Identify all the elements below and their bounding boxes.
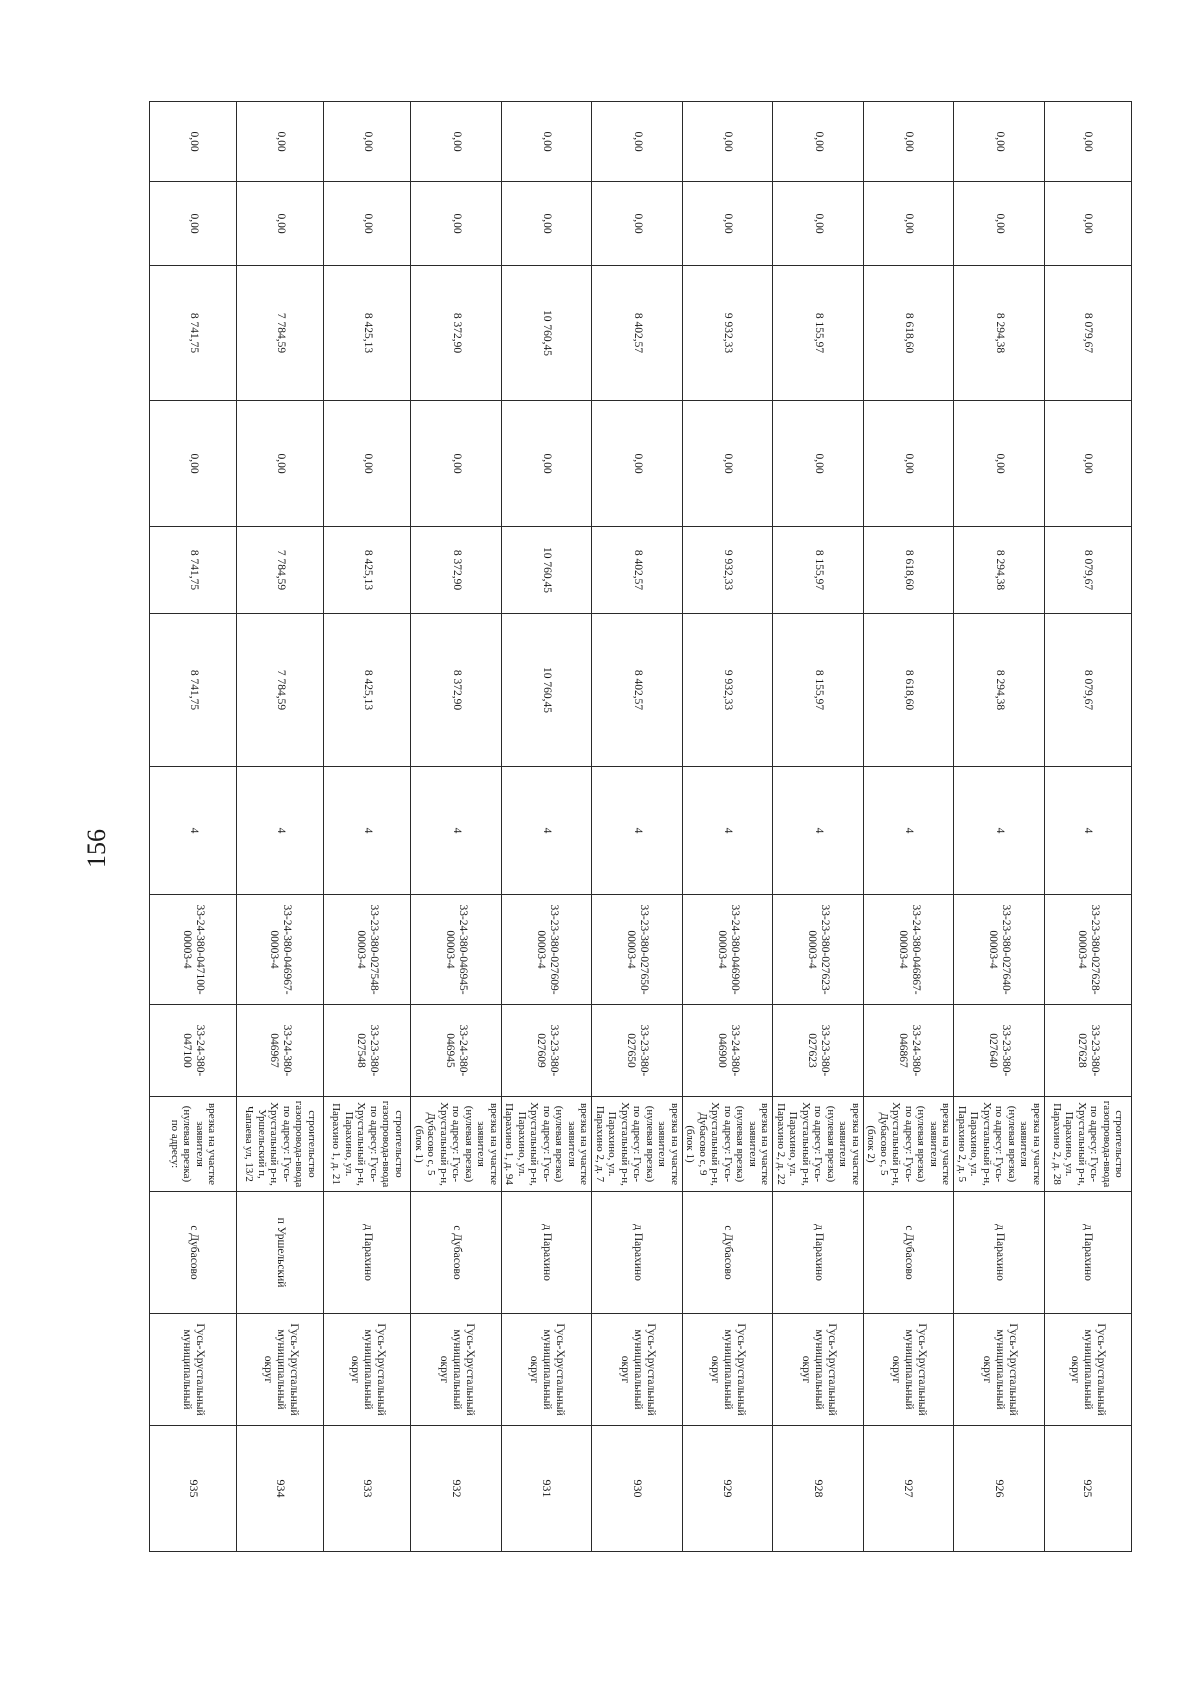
cell-value-5: 0,00	[411, 182, 502, 266]
cell-district: Гусь-Хрустальный муниципальный округ	[502, 1314, 593, 1426]
cell-value-6: 0,00	[502, 102, 593, 182]
cell-category: 4	[592, 767, 683, 895]
cell-district: Гусь-Хрустальный муниципальный округ	[324, 1314, 411, 1426]
cell-row-number: 928	[773, 1426, 864, 1552]
cell-description: врезка на участке заявителя (нулевая врезка) по адресу: Гусь-Хрустальный р-н, Парахино, ул. Парахино 2, д. 22	[773, 1097, 864, 1192]
cell-row-number: 934	[237, 1426, 324, 1552]
cell-value-3: 0,00	[1045, 401, 1132, 527]
cell-locality: д Парахино	[324, 1192, 411, 1314]
cell-value-1: 8 741,75	[150, 614, 237, 767]
cell-value-2: 8 372,90	[411, 527, 502, 614]
cell-value-2: 9 932,33	[683, 527, 774, 614]
table-row	[864, 102, 955, 1552]
cell-value-3: 0,00	[324, 401, 411, 527]
cell-contract-number: 33-23-380-027548-00003-4	[324, 895, 411, 1005]
rotated-table-container	[169, 101, 1132, 1551]
table-row	[150, 102, 237, 1552]
page-number: 156	[82, 829, 111, 868]
cell-value-6: 0,00	[411, 102, 502, 182]
cell-value-6: 0,00	[592, 102, 683, 182]
cell-value-4: 8 294,38	[954, 266, 1045, 401]
cell-value-4: 7 784,59	[237, 266, 324, 401]
cell-value-6: 0,00	[237, 102, 324, 182]
cell-category: 4	[773, 767, 864, 895]
cell-value-5: 0,00	[1045, 182, 1132, 266]
cell-value-1: 9 932,33	[683, 614, 774, 767]
cell-value-2: 8 425,13	[324, 527, 411, 614]
cell-row-number: 926	[954, 1426, 1045, 1552]
cell-category: 4	[324, 767, 411, 895]
cell-value-2: 8 402,57	[592, 527, 683, 614]
cell-district: Гусь-Хрустальный муниципальный округ	[864, 1314, 955, 1426]
cell-value-6: 0,00	[864, 102, 955, 182]
cell-description: врезка на участке заявителя (нулевая врезка) по адресу: Гусь-Хрустальный р-н, Дубасово с, 5 (блок 1)	[411, 1097, 502, 1192]
cell-value-5: 0,00	[592, 182, 683, 266]
cell-value-2: 8 155,97	[773, 527, 864, 614]
cell-value-4: 8 741,75	[150, 266, 237, 401]
cell-value-3: 0,00	[150, 401, 237, 527]
cell-value-1: 8 079,67	[1045, 614, 1132, 767]
cell-contract-number: 33-23-380-027628-00003-4	[1045, 895, 1132, 1005]
cell-district: Гусь-Хрустальный муниципальный округ	[1045, 1314, 1132, 1426]
cell-locality: д Парахино	[954, 1192, 1045, 1314]
cell-value-3: 0,00	[411, 401, 502, 527]
cell-locality: д Парахино	[773, 1192, 864, 1314]
cell-district: Гусь-Хрустальный муниципальный округ	[411, 1314, 502, 1426]
cell-value-1: 10 760,45	[502, 614, 593, 767]
cell-description: врезка на участке заявителя (нулевая врезка) по адресу: Гусь-Хрустальный р-н, Парахино, ул. Парахино 1, д. 94	[502, 1097, 593, 1192]
table-row	[1045, 102, 1132, 1552]
cell-value-4: 8 402,57	[592, 266, 683, 401]
cell-application-code: 33-23-380-027640	[954, 1005, 1045, 1097]
table-row	[324, 102, 411, 1552]
cell-locality: д Парахино	[1045, 1192, 1132, 1314]
cell-value-6: 0,00	[324, 102, 411, 182]
cell-district: Гусь-Хрустальный муниципальный	[150, 1314, 237, 1426]
cell-value-2: 8 741,75	[150, 527, 237, 614]
cell-value-2: 8 618,60	[864, 527, 955, 614]
table-row	[237, 102, 324, 1552]
cell-contract-number: 33-23-380-027650-00003-4	[592, 895, 683, 1005]
cell-locality: с Дубасово	[411, 1192, 502, 1314]
cell-application-code: 33-24-380-046945	[411, 1005, 502, 1097]
cell-contract-number: 33-23-380-027609-00003-4	[502, 895, 593, 1005]
cell-value-2: 10 760,45	[502, 527, 593, 614]
cell-locality: с Дубасово	[864, 1192, 955, 1314]
cell-description: строительство газопровода-ввода по адресу: Гусь-Хрустальный р-н, Парахино, ул. Парахино 1, д. 21	[324, 1097, 411, 1192]
cell-district: Гусь-Хрустальный муниципальный округ	[592, 1314, 683, 1426]
cell-row-number: 925	[1045, 1426, 1132, 1552]
cell-application-code: 33-24-380-046967	[237, 1005, 324, 1097]
cell-description: врезка на участке заявителя (нулевая врезка) по адресу: Гусь-Хрустальный р-н, Парахино, ул. Парахино 2, д. 5	[954, 1097, 1045, 1192]
cell-value-1: 8 402,57	[592, 614, 683, 767]
cell-contract-number: 33-24-380-046900-00003-4	[683, 895, 774, 1005]
cell-value-5: 0,00	[502, 182, 593, 266]
cell-category: 4	[1045, 767, 1132, 895]
cell-contract-number: 33-23-380-027640-00003-4	[954, 895, 1045, 1005]
cell-value-6: 0,00	[773, 102, 864, 182]
cell-contract-number: 33-24-380-047100-00003-4	[150, 895, 237, 1005]
cell-value-3: 0,00	[502, 401, 593, 527]
cell-row-number: 930	[592, 1426, 683, 1552]
cell-description: строительство газопровода-ввода по адресу: Гусь-Хрустальный р-н, Уршельский п, Чапаева ул, 13/2	[237, 1097, 324, 1192]
cell-value-2: 8 079,67	[1045, 527, 1132, 614]
cell-value-4: 9 932,33	[683, 266, 774, 401]
table-body	[150, 102, 1132, 1552]
cell-value-1: 8 618,60	[864, 614, 955, 767]
cell-description: врезка на участке заявителя (нулевая врезка) по адресу: Гусь-Хрустальный р-н, Парахино, ул. Парахино 2, д. 7	[592, 1097, 683, 1192]
cell-category: 4	[864, 767, 955, 895]
cell-value-1: 8 294,38	[954, 614, 1045, 767]
cell-category: 4	[150, 767, 237, 895]
cell-row-number: 933	[324, 1426, 411, 1552]
cell-row-number: 931	[502, 1426, 593, 1552]
cell-value-5: 0,00	[150, 182, 237, 266]
cell-application-code: 33-23-380-027609	[502, 1005, 593, 1097]
cell-district: Гусь-Хрустальный муниципальный округ	[954, 1314, 1045, 1426]
cell-category: 4	[502, 767, 593, 895]
cell-value-1: 8 425,13	[324, 614, 411, 767]
cell-value-3: 0,00	[683, 401, 774, 527]
cell-district: Гусь-Хрустальный муниципальный округ	[773, 1314, 864, 1426]
table-row	[502, 102, 593, 1552]
table-row	[773, 102, 864, 1552]
cell-contract-number: 33-24-380-046867-00003-4	[864, 895, 955, 1005]
cell-description: врезка на участке заявителя (нулевая врезка) по адресу:	[150, 1097, 237, 1192]
cell-application-code: 33-23-380-027548	[324, 1005, 411, 1097]
table-row	[954, 102, 1045, 1552]
cell-value-4: 8 079,67	[1045, 266, 1132, 401]
cell-value-3: 0,00	[773, 401, 864, 527]
cell-value-5: 0,00	[954, 182, 1045, 266]
cell-category: 4	[411, 767, 502, 895]
cell-value-2: 7 784,59	[237, 527, 324, 614]
cell-row-number: 935	[150, 1426, 237, 1552]
cell-application-code: 33-23-380-027650	[592, 1005, 683, 1097]
cell-value-5: 0,00	[773, 182, 864, 266]
cell-value-5: 0,00	[324, 182, 411, 266]
cell-application-code: 33-23-380-027623	[773, 1005, 864, 1097]
cell-category: 4	[237, 767, 324, 895]
cell-value-4: 10 760,45	[502, 266, 593, 401]
cell-locality: д Парахино	[502, 1192, 593, 1314]
cell-value-6: 0,00	[954, 102, 1045, 182]
cell-contract-number: 33-24-380-046967-00003-4	[237, 895, 324, 1005]
cell-description: врезка на участке заявителя (нулевая врезка) по адресу: Гусь-Хрустальный р-н, Дубасово с, 5 (блок 2)	[864, 1097, 955, 1192]
cell-value-3: 0,00	[864, 401, 955, 527]
cell-row-number: 927	[864, 1426, 955, 1552]
cell-value-4: 8 618,60	[864, 266, 955, 401]
cell-application-code: 33-23-380-027628	[1045, 1005, 1132, 1097]
cell-district: Гусь-Хрустальный муниципальный округ	[683, 1314, 774, 1426]
cell-application-code: 33-24-380-047100	[150, 1005, 237, 1097]
cell-value-4: 8 155,97	[773, 266, 864, 401]
cell-locality: с Дубасово	[683, 1192, 774, 1314]
cell-locality: д Парахино	[592, 1192, 683, 1314]
table-row	[592, 102, 683, 1552]
cell-value-6: 0,00	[1045, 102, 1132, 182]
cell-category: 4	[683, 767, 774, 895]
cell-row-number: 932	[411, 1426, 502, 1552]
cell-value-6: 0,00	[683, 102, 774, 182]
cell-row-number: 929	[683, 1426, 774, 1552]
cell-application-code: 33-24-380-046867	[864, 1005, 955, 1097]
cell-value-3: 0,00	[237, 401, 324, 527]
cell-district: Гусь-Хрустальный муниципальный округ	[237, 1314, 324, 1426]
cell-value-5: 0,00	[864, 182, 955, 266]
cell-contract-number: 33-23-380-027623-00003-4	[773, 895, 864, 1005]
cell-category: 4	[954, 767, 1045, 895]
cell-value-1: 8 372,90	[411, 614, 502, 767]
cell-value-6: 0,00	[150, 102, 237, 182]
cell-value-4: 8 425,13	[324, 266, 411, 401]
cell-value-4: 8 372,90	[411, 266, 502, 401]
data-table	[150, 101, 1133, 1552]
table-row	[411, 102, 502, 1552]
cell-locality: с Дубасово	[150, 1192, 237, 1314]
table-row	[683, 102, 774, 1552]
cell-value-5: 0,00	[683, 182, 774, 266]
cell-contract-number: 33-24-380-046945-00003-4	[411, 895, 502, 1005]
cell-description: строительство газопровода-ввода по адресу: Гусь-Хрустальный р-н, Парахино, ул. Парахино 2, д. 28	[1045, 1097, 1132, 1192]
cell-locality: п Уршельский	[237, 1192, 324, 1314]
cell-value-3: 0,00	[592, 401, 683, 527]
cell-description: врезка на участке заявителя (нулевая врезка) по адресу: Гусь-Хрустальный р-н, Дубасово с, 9 (блок 1)	[683, 1097, 774, 1192]
cell-value-3: 0,00	[954, 401, 1045, 527]
cell-value-2: 8 294,38	[954, 527, 1045, 614]
cell-value-5: 0,00	[237, 182, 324, 266]
cell-value-1: 7 784,59	[237, 614, 324, 767]
cell-value-1: 8 155,97	[773, 614, 864, 767]
cell-application-code: 33-24-380-046900	[683, 1005, 774, 1097]
